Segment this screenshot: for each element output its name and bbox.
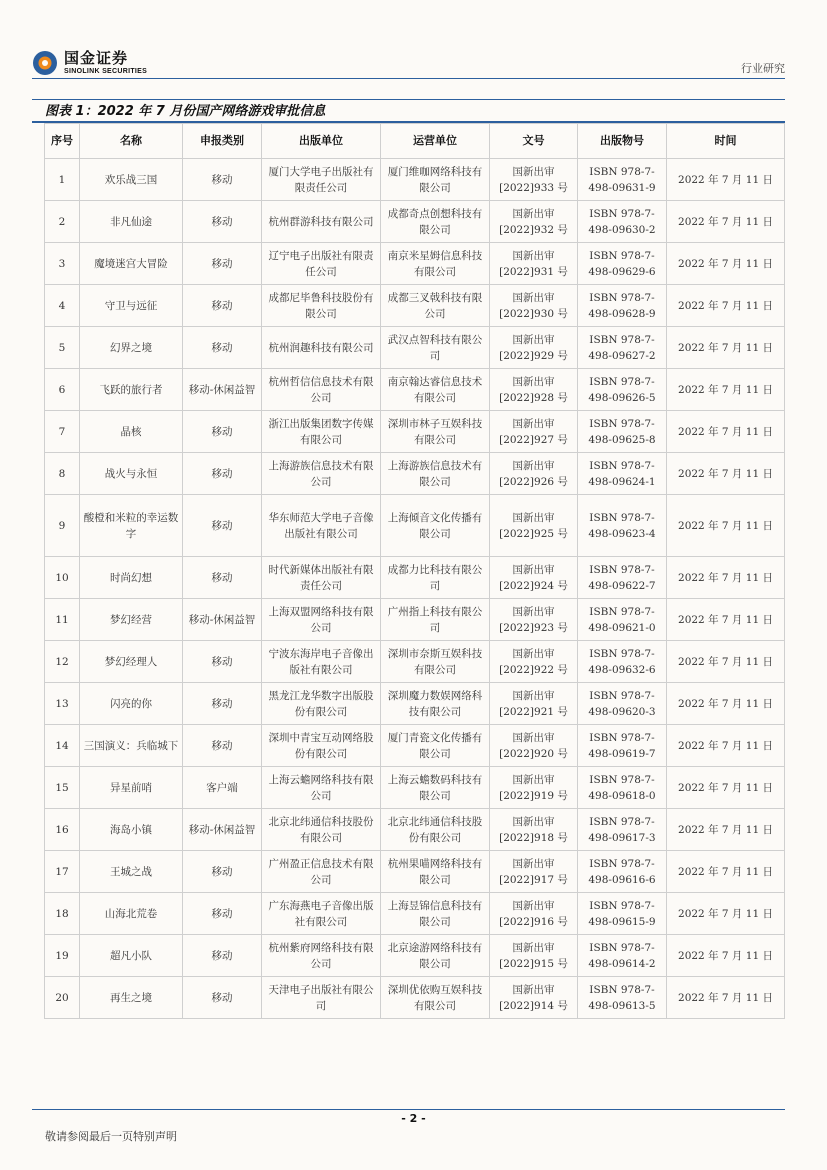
publisher-cell: 上海云蟾网络科技有限公司 — [262, 767, 381, 809]
game-name-cell: 闪亮的你 — [80, 683, 183, 725]
isbn-cell: ISBN 978-7-498-09623-4 — [578, 495, 667, 557]
application-type-cell: 移动-休闲益智 — [183, 599, 262, 641]
table-row — [45, 767, 785, 809]
approval-number-cell: 国新出审[2022]921 号 — [490, 683, 578, 725]
row-number-cell: 9 — [45, 495, 80, 557]
table-row — [45, 243, 785, 285]
row-number-cell: 19 — [45, 935, 80, 977]
approval-number-cell: 国新出审[2022]933 号 — [490, 159, 578, 201]
application-type-cell: 移动 — [183, 243, 262, 285]
header-divider — [32, 78, 785, 79]
operator-cell: 厦门维咖网络科技有限公司 — [381, 159, 490, 201]
row-number-cell: 18 — [45, 893, 80, 935]
game-name-cell: 飞跃的旅行者 — [80, 369, 183, 411]
table-row — [45, 977, 785, 1019]
isbn-cell: ISBN 978-7-498-09620-3 — [578, 683, 667, 725]
publisher-cell: 杭州润趣科技有限公司 — [262, 327, 381, 369]
row-number-cell: 5 — [45, 327, 80, 369]
table-row — [45, 809, 785, 851]
row-number-cell: 10 — [45, 557, 80, 599]
table-row — [45, 201, 785, 243]
operator-cell: 上海云蟾数码科技有限公司 — [381, 767, 490, 809]
game-name-cell: 梦幻经营 — [80, 599, 183, 641]
approval-number-cell: 国新出审[2022]919 号 — [490, 767, 578, 809]
figure-title: 图表 1：2022 年 7 月份国产网络游戏审批信息 — [45, 104, 326, 119]
table-row — [45, 683, 785, 725]
column-header: 文号 — [490, 124, 578, 159]
approval-number-cell: 国新出审[2022]914 号 — [490, 977, 578, 1019]
row-number-cell: 3 — [45, 243, 80, 285]
row-number-cell: 4 — [45, 285, 80, 327]
publisher-cell: 杭州紫府网络科技有限公司 — [262, 935, 381, 977]
game-name-cell: 再生之境 — [80, 977, 183, 1019]
operator-cell: 北京北纬通信科技股份有限公司 — [381, 809, 490, 851]
isbn-cell: ISBN 978-7-498-09622-7 — [578, 557, 667, 599]
row-number-cell: 8 — [45, 453, 80, 495]
approval-number-cell: 国新出审[2022]918 号 — [490, 809, 578, 851]
column-header: 运营单位 — [381, 124, 490, 159]
table-row — [45, 935, 785, 977]
application-type-cell: 移动 — [183, 977, 262, 1019]
sinolink-logo-icon — [32, 50, 58, 76]
operator-cell: 杭州果喵网络科技有限公司 — [381, 851, 490, 893]
operator-cell: 深圳魔力数娱网络科技有限公司 — [381, 683, 490, 725]
game-name-cell: 欢乐战三国 — [80, 159, 183, 201]
game-name-cell: 幻界之境 — [80, 327, 183, 369]
footer-divider — [32, 1109, 785, 1110]
isbn-cell: ISBN 978-7-498-09617-3 — [578, 809, 667, 851]
application-type-cell: 移动 — [183, 893, 262, 935]
publisher-cell: 辽宁电子出版社有限责任公司 — [262, 243, 381, 285]
game-approval-table — [44, 123, 785, 1019]
operator-cell: 厦门青瓷文化传播有限公司 — [381, 725, 490, 767]
operator-cell: 成都奇点创想科技有限公司 — [381, 201, 490, 243]
application-type-cell: 移动 — [183, 453, 262, 495]
table-row — [45, 285, 785, 327]
isbn-cell: ISBN 978-7-498-09614-2 — [578, 935, 667, 977]
column-header: 出版物号 — [578, 124, 667, 159]
approval-number-cell: 国新出审[2022]932 号 — [490, 201, 578, 243]
publisher-cell: 广州盈正信息技术有限公司 — [262, 851, 381, 893]
publisher-cell: 杭州哲信信息技术有限公司 — [262, 369, 381, 411]
approval-date-cell: 2022 年 7 月 11 日 — [667, 285, 785, 327]
row-number-cell: 6 — [45, 369, 80, 411]
application-type-cell: 移动-休闲益智 — [183, 369, 262, 411]
approval-date-cell: 2022 年 7 月 11 日 — [667, 243, 785, 285]
table-row — [45, 557, 785, 599]
application-type-cell: 移动 — [183, 641, 262, 683]
approval-date-cell: 2022 年 7 月 11 日 — [667, 725, 785, 767]
application-type-cell: 移动 — [183, 495, 262, 557]
application-type-cell: 移动 — [183, 201, 262, 243]
approval-number-cell: 国新出审[2022]930 号 — [490, 285, 578, 327]
row-number-cell: 13 — [45, 683, 80, 725]
approval-date-cell: 2022 年 7 月 11 日 — [667, 327, 785, 369]
report-category: 行业研究 — [741, 62, 785, 75]
approval-number-cell: 国新出审[2022]925 号 — [490, 495, 578, 557]
approval-date-cell: 2022 年 7 月 11 日 — [667, 599, 785, 641]
logo-chinese-name: 国金证券 — [64, 49, 129, 67]
page-header — [0, 0, 827, 100]
column-header: 名称 — [80, 124, 183, 159]
game-name-cell: 超凡小队 — [80, 935, 183, 977]
approval-date-cell: 2022 年 7 月 11 日 — [667, 641, 785, 683]
isbn-cell: ISBN 978-7-498-09626-5 — [578, 369, 667, 411]
operator-cell: 成都三叉戟科技有限公司 — [381, 285, 490, 327]
publisher-cell: 成都尼毕鲁科技股份有限公司 — [262, 285, 381, 327]
application-type-cell: 移动 — [183, 935, 262, 977]
game-name-cell: 非凡仙途 — [80, 201, 183, 243]
game-name-cell: 战火与永恒 — [80, 453, 183, 495]
approval-number-cell: 国新出审[2022]922 号 — [490, 641, 578, 683]
isbn-cell: ISBN 978-7-498-09630-2 — [578, 201, 667, 243]
isbn-cell: ISBN 978-7-498-09613-5 — [578, 977, 667, 1019]
publisher-cell: 天津电子出版社有限公司 — [262, 977, 381, 1019]
isbn-cell: ISBN 978-7-498-09625-8 — [578, 411, 667, 453]
game-name-cell: 海岛小镇 — [80, 809, 183, 851]
row-number-cell: 7 — [45, 411, 80, 453]
operator-cell: 上海倾音文化传播有限公司 — [381, 495, 490, 557]
isbn-cell: ISBN 978-7-498-09628-9 — [578, 285, 667, 327]
isbn-cell: ISBN 978-7-498-09629-6 — [578, 243, 667, 285]
approval-number-cell: 国新出审[2022]928 号 — [490, 369, 578, 411]
approval-number-cell: 国新出审[2022]923 号 — [490, 599, 578, 641]
page-number: - 2 - — [401, 1112, 426, 1125]
operator-cell: 武汉点智科技有限公司 — [381, 327, 490, 369]
publisher-cell: 上海游族信息技术有限公司 — [262, 453, 381, 495]
logo-english-name: SINOLINK SECURITIES — [64, 68, 148, 75]
application-type-cell: 移动 — [183, 327, 262, 369]
application-type-cell: 移动 — [183, 557, 262, 599]
game-name-cell: 魔境迷宫大冒险 — [80, 243, 183, 285]
column-header: 出版单位 — [262, 124, 381, 159]
publisher-cell: 上海双盟网络科技有限公司 — [262, 599, 381, 641]
approval-number-cell: 国新出审[2022]915 号 — [490, 935, 578, 977]
publisher-cell: 宁波东海岸电子音像出版社有限公司 — [262, 641, 381, 683]
isbn-cell: ISBN 978-7-498-09619-7 — [578, 725, 667, 767]
disclaimer-text: 敬请参阅最后一页特别声明 — [45, 1130, 177, 1143]
row-number-cell: 12 — [45, 641, 80, 683]
operator-cell: 成都力比科技有限公司 — [381, 557, 490, 599]
table-row — [45, 893, 785, 935]
table-row — [45, 641, 785, 683]
row-number-cell: 20 — [45, 977, 80, 1019]
approval-date-cell: 2022 年 7 月 11 日 — [667, 683, 785, 725]
approval-number-cell: 国新出审[2022]929 号 — [490, 327, 578, 369]
approval-number-cell: 国新出审[2022]927 号 — [490, 411, 578, 453]
approval-number-cell: 国新出审[2022]916 号 — [490, 893, 578, 935]
game-name-cell: 时尚幻想 — [80, 557, 183, 599]
table-row — [45, 327, 785, 369]
publisher-cell: 深圳中青宝互动网络股份有限公司 — [262, 725, 381, 767]
table-row — [45, 369, 785, 411]
row-number-cell: 1 — [45, 159, 80, 201]
publisher-cell: 厦门大学电子出版社有限责任公司 — [262, 159, 381, 201]
isbn-cell: ISBN 978-7-498-09621-0 — [578, 599, 667, 641]
row-number-cell: 17 — [45, 851, 80, 893]
operator-cell: 南京米星姆信息科技有限公司 — [381, 243, 490, 285]
table-row — [45, 725, 785, 767]
publisher-cell: 华东师范大学电子音像出版社有限公司 — [262, 495, 381, 557]
approval-date-cell: 2022 年 7 月 11 日 — [667, 893, 785, 935]
publisher-cell: 广东海燕电子音像出版社有限公司 — [262, 893, 381, 935]
approval-date-cell: 2022 年 7 月 11 日 — [667, 201, 785, 243]
publisher-cell: 北京北纬通信科技股份有限公司 — [262, 809, 381, 851]
table-row — [45, 495, 785, 557]
table-row — [45, 159, 785, 201]
approval-date-cell: 2022 年 7 月 11 日 — [667, 453, 785, 495]
isbn-cell: ISBN 978-7-498-09632-6 — [578, 641, 667, 683]
game-name-cell: 山海北荒卷 — [80, 893, 183, 935]
isbn-cell: ISBN 978-7-498-09631-9 — [578, 159, 667, 201]
publisher-cell: 浙江出版集团数字传媒有限公司 — [262, 411, 381, 453]
column-header: 时间 — [667, 124, 785, 159]
table-body — [45, 159, 785, 1019]
isbn-cell: ISBN 978-7-498-09624-1 — [578, 453, 667, 495]
application-type-cell: 客户端 — [183, 767, 262, 809]
game-name-cell: 守卫与远征 — [80, 285, 183, 327]
isbn-cell: ISBN 978-7-498-09627-2 — [578, 327, 667, 369]
operator-cell: 深圳市林子互娱科技有限公司 — [381, 411, 490, 453]
row-number-cell: 15 — [45, 767, 80, 809]
approval-date-cell: 2022 年 7 月 11 日 — [667, 851, 785, 893]
application-type-cell: 移动 — [183, 725, 262, 767]
operator-cell: 上海游族信息技术有限公司 — [381, 453, 490, 495]
application-type-cell: 移动 — [183, 851, 262, 893]
application-type-cell: 移动-休闲益智 — [183, 809, 262, 851]
isbn-cell: ISBN 978-7-498-09615-9 — [578, 893, 667, 935]
isbn-cell: ISBN 978-7-498-09618-0 — [578, 767, 667, 809]
application-type-cell: 移动 — [183, 411, 262, 453]
operator-cell: 深圳优依购互娱科技有限公司 — [381, 977, 490, 1019]
approval-number-cell: 国新出审[2022]926 号 — [490, 453, 578, 495]
game-name-cell: 三国演义：兵临城下 — [80, 725, 183, 767]
row-number-cell: 14 — [45, 725, 80, 767]
operator-cell: 广州指上科技有限公司 — [381, 599, 490, 641]
approval-date-cell: 2022 年 7 月 11 日 — [667, 411, 785, 453]
game-name-cell: 酸橙和米粒的幸运数字 — [80, 495, 183, 557]
company-logo — [32, 50, 147, 76]
game-name-cell: 晶核 — [80, 411, 183, 453]
table-row — [45, 453, 785, 495]
column-header: 申报类别 — [183, 124, 262, 159]
application-type-cell: 移动 — [183, 683, 262, 725]
game-name-cell: 王城之战 — [80, 851, 183, 893]
row-number-cell: 11 — [45, 599, 80, 641]
approval-number-cell: 国新出审[2022]924 号 — [490, 557, 578, 599]
operator-cell: 上海昱锦信息科技有限公司 — [381, 893, 490, 935]
operator-cell: 南京翰达睿信息技术有限公司 — [381, 369, 490, 411]
column-header: 序号 — [45, 124, 80, 159]
approval-number-cell: 国新出审[2022]917 号 — [490, 851, 578, 893]
approval-date-cell: 2022 年 7 月 11 日 — [667, 977, 785, 1019]
table-row — [45, 599, 785, 641]
game-name-cell: 异星前哨 — [80, 767, 183, 809]
publisher-cell: 黑龙江龙华数字出版股份有限公司 — [262, 683, 381, 725]
isbn-cell: ISBN 978-7-498-09616-6 — [578, 851, 667, 893]
approval-date-cell: 2022 年 7 月 11 日 — [667, 809, 785, 851]
table-row — [45, 851, 785, 893]
approval-date-cell: 2022 年 7 月 11 日 — [667, 159, 785, 201]
approval-number-cell: 国新出审[2022]931 号 — [490, 243, 578, 285]
table-row — [45, 411, 785, 453]
game-name-cell: 梦幻经理人 — [80, 641, 183, 683]
approval-date-cell: 2022 年 7 月 11 日 — [667, 557, 785, 599]
operator-cell: 深圳市奈斯互娱科技有限公司 — [381, 641, 490, 683]
table-header-row — [45, 124, 785, 159]
publisher-cell: 时代新媒体出版社有限责任公司 — [262, 557, 381, 599]
row-number-cell: 2 — [45, 201, 80, 243]
row-number-cell: 16 — [45, 809, 80, 851]
approval-date-cell: 2022 年 7 月 11 日 — [667, 767, 785, 809]
application-type-cell: 移动 — [183, 285, 262, 327]
operator-cell: 北京途游网络科技有限公司 — [381, 935, 490, 977]
approval-number-cell: 国新出审[2022]920 号 — [490, 725, 578, 767]
approval-date-cell: 2022 年 7 月 11 日 — [667, 369, 785, 411]
approval-date-cell: 2022 年 7 月 11 日 — [667, 935, 785, 977]
approval-date-cell: 2022 年 7 月 11 日 — [667, 495, 785, 557]
publisher-cell: 杭州群游科技有限公司 — [262, 201, 381, 243]
application-type-cell: 移动 — [183, 159, 262, 201]
